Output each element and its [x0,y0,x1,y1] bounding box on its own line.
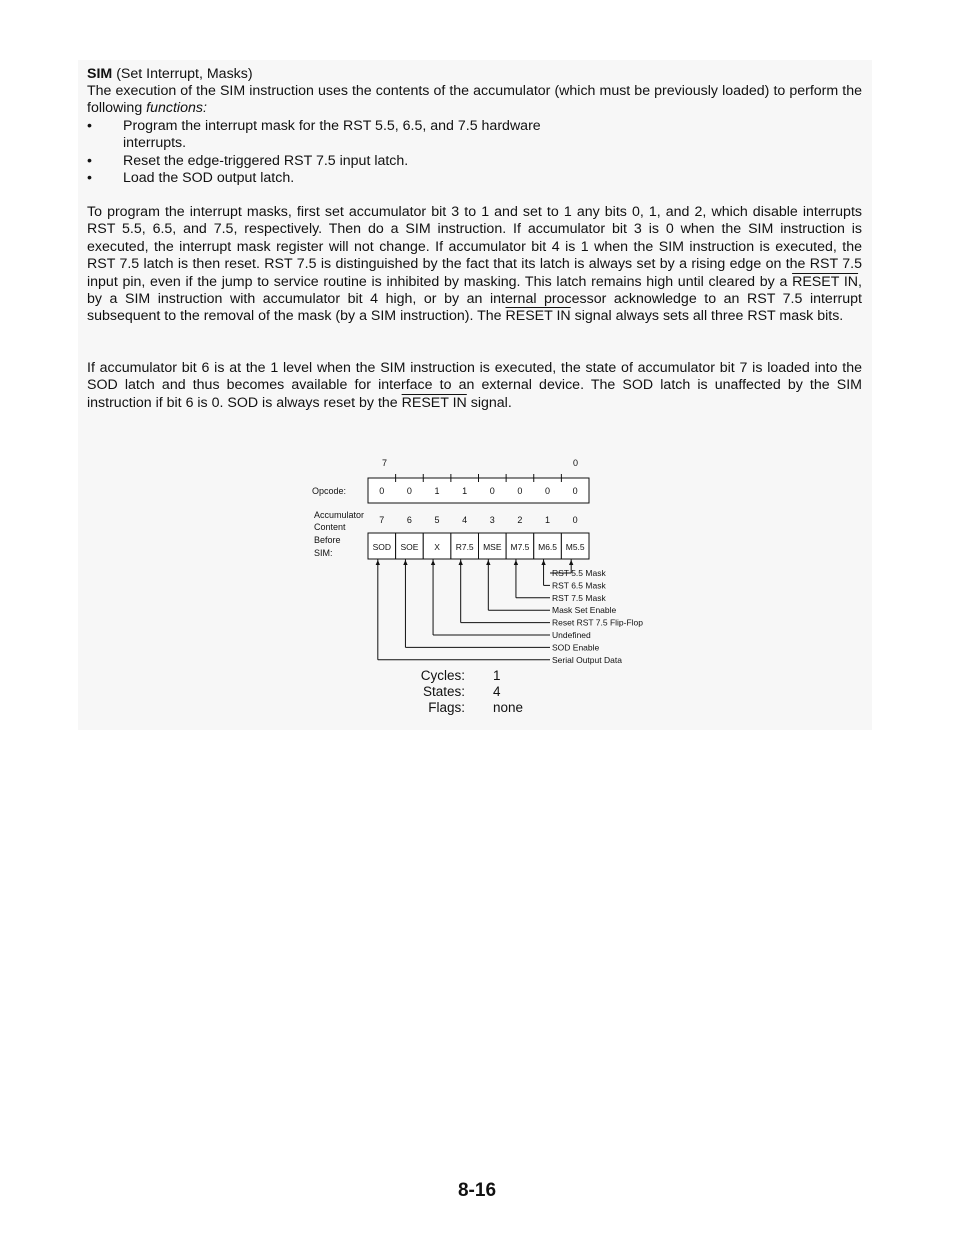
bit-number: 0 [572,515,578,525]
field-description: Undefined [552,630,591,640]
cycles-row [410,668,523,684]
bit-numbers [379,515,577,525]
acc-field-label: SOD [372,542,392,552]
acc-field-label: SOE [400,542,419,552]
acc-label-line: Content [314,522,346,532]
flags-row [410,700,523,716]
cycles-label: Cycles: [420,668,465,683]
paragraph-text: , by a SIM instruction with accumulator bit 4 high, or by an internal processor acknowledge to an RST 7.5 interrupt subsequent to the removal of the mask (by a SIM instruction). The [87,273,862,325]
acc-field-label: M7.5 [510,542,530,552]
opcode-bit: 0 [379,486,385,496]
leader-arrow [376,560,380,565]
list-item: • Load the SOD output latch. [87,170,547,187]
intro-emphasis: functions: [146,100,207,117]
sim-bit-diagram [310,455,690,675]
acc-field-label: R7.5 [455,542,474,552]
states-value: 4 [493,684,501,699]
bit-number: 3 [489,515,495,525]
opcode-bit: 0 [406,486,412,496]
opcode-bit: 0 [517,486,523,496]
reset-in-signal: RESET IN [505,308,571,325]
acc-fields [368,533,589,559]
bit-diagram-svg [310,455,690,675]
flags-value: none [493,700,524,715]
reset-in-signal: RESET IN [792,273,859,290]
acc-field-label: M5.5 [565,542,585,552]
opcode-label: Opcode: [312,486,347,496]
flags-label: Flags: [428,700,465,715]
opcode-bit: 0 [545,486,551,496]
field-description: RST 7.5 Mask [552,592,606,603]
field-description: Reset RST 7.5 Flip-Flop [552,617,644,628]
list-item: • Reset the edge-triggered RST 7.5 input latch. [87,153,547,170]
timing-info [410,668,523,716]
reset-in-signal: RESET IN [401,394,467,411]
acc-label-line: SIM: [314,548,333,558]
bit-number: 1 [545,515,551,525]
states-row [410,684,523,700]
page-number: 8-16 [457,1180,497,1201]
paragraph-text: If accumulator bit 6 is at the 1 level when the SIM instruction is executed, the state of accumulator bit 7 is loaded into the SOD latch and thus becomes available for interface to an external device. The SOD latch is unaffected by the SIM instruction if bit 6 is 0. SOD is always reset by the [87,360,862,411]
field-description: RST 5.5 Mask [552,568,606,578]
bit-number: 5 [434,515,440,525]
opcode-bit: 0 [572,486,578,496]
acc-label-line: Before [314,535,341,545]
leader-arrow [541,560,545,565]
leader-arrow [403,560,407,565]
acc-field-label: M6.5 [538,542,558,552]
list-item: • Program the interrupt mask for the RST 5.5, 6.5, and 7.5 hardware interrupts. [87,118,547,153]
acc-leaders [376,559,574,660]
field-description: Serial Output Data [552,654,622,665]
field-description: Mask Set Enable [552,605,617,616]
sod-paragraph [87,360,862,412]
bit-number: 7 [379,515,385,525]
intro-paragraph [87,83,862,118]
bit-number: 4 [462,515,468,525]
leader-arrow [458,560,462,565]
leader-arrow [486,560,490,565]
functions-list [87,118,547,188]
paragraph-text: To program the interrupt masks, first set accumulator bit 3 to 1 and set to 1 any bits 0, 1, and 2, which disable interrupts RST 5.5, 6.5, and 7.5, respectively. Then do a SIM instruction. If accumulator bit 3 is 0 when the SIM instruction is executed, the interrupt mask register will not change. If accumulator bit 4 is 1 when the SIM instruction is executed, the RST 7.5 latch is then reset. RST 7.5 is distinguished by the fact that its latch is always set by a rising edge on the RST 7.5 input pin, even if the jump to service routine is inhibited by masking. This latch remains high until cleared by a [87,204,862,290]
opcode-bit: 1 [462,486,468,496]
acc-field-label: MSE [483,542,502,552]
instruction-mnemonic: SIM [87,66,113,82]
bit-number: 2 [517,515,523,525]
paragraph-text: signal always sets all three RST mask bits. [574,308,844,325]
field-description: RST 6.5 Mask [552,580,606,591]
leader-arrow [514,560,518,565]
paragraph-text: signal. [470,394,512,411]
leader-arrow [431,560,435,565]
opcode-bit: 1 [434,486,440,496]
cycles-value: 1 [493,668,501,683]
opcode-bit: 0 [489,486,495,496]
instruction-title: (Set Interrupt, Masks) [116,66,253,82]
acc-label-line: Accumulator [314,510,365,520]
opcode-lsb-label: 0 [573,458,579,468]
states-label: States: [422,684,465,699]
leader-arrow [569,560,573,565]
mask-paragraph [87,204,862,326]
field-description: SOD Enable [552,642,600,653]
opcode-msb-label: 7 [382,458,388,468]
acc-field-label: X [434,542,440,552]
bit-number: 6 [406,515,412,525]
section-heading [87,66,862,83]
acc-descriptions [552,568,643,665]
intro-text: The execution of the SIM instruction uses the contents of the accumulator (which must be previously loaded) to perform the following [87,83,862,117]
